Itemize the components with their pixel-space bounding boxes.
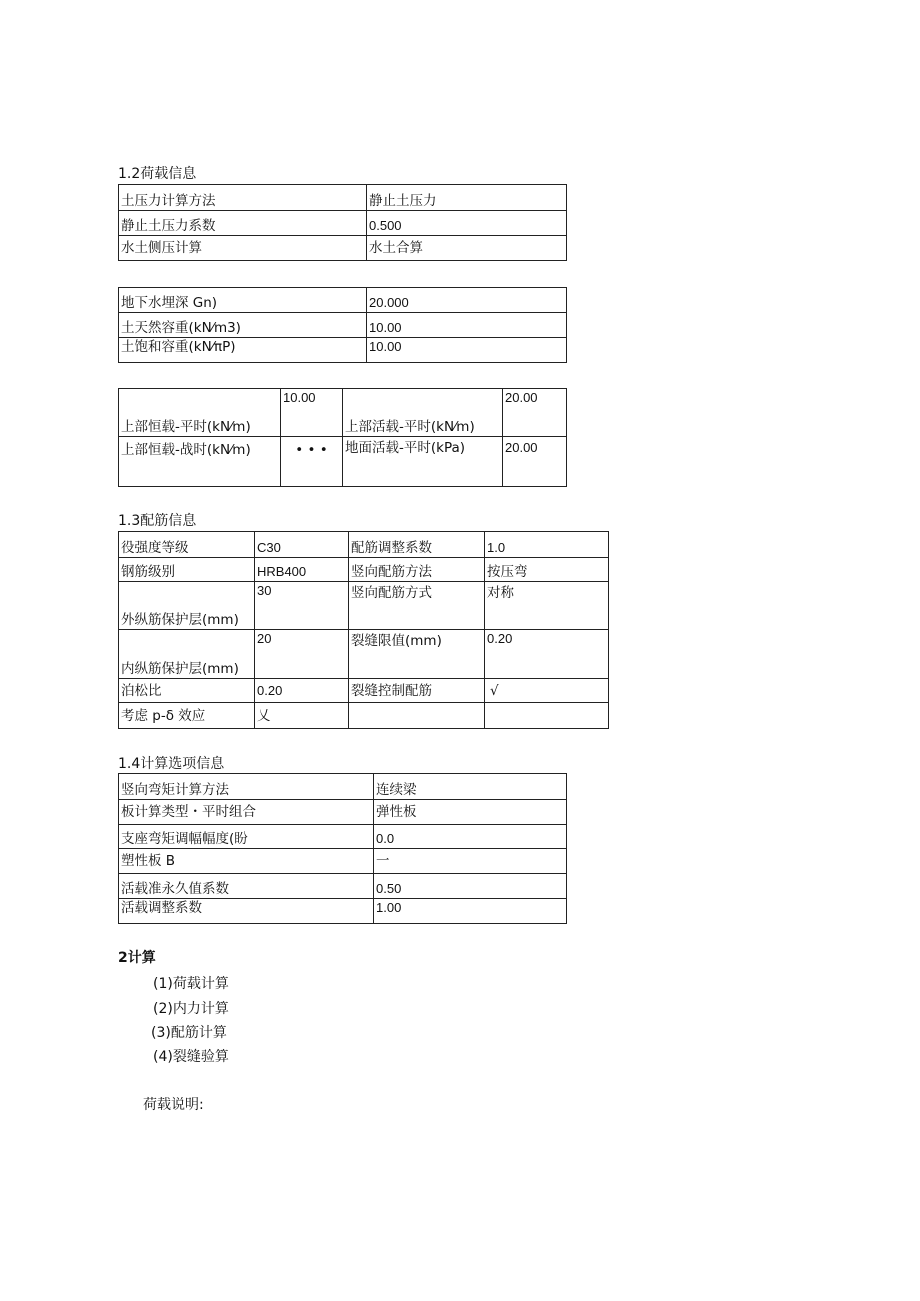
cell-label: 役强度等级 [119,532,255,558]
cell-label: 上部活载-平时(kN⁄m) [343,389,503,437]
cell-label: 土压力计算方法 [119,185,367,211]
cell-label: 塑性板 B [119,849,374,874]
section-title-calculation: 2计算 [118,950,156,966]
cell-label: 竖向配筋方法 [349,558,485,582]
cell-label: 土饱和容重(kN⁄πP) [119,338,367,363]
section-title-calc-options: 1.4计算选项信息 [118,756,225,772]
cell-label: 泊松比 [119,679,255,703]
cell-label: 外纵筋保护层(mm) [119,582,255,630]
cell-label: 裂缝限值(mm) [349,630,485,679]
cell-value: 0.500 [367,211,567,236]
cell-label: 地面活载-平时(kPa) [343,437,503,487]
cell-value: 连续梁 [374,774,567,800]
soil-pressure-table [118,184,567,261]
cell-value: 10.00 [367,313,567,338]
calc-options-table [118,773,567,924]
cell-label: 配筋调整系数 [349,532,485,558]
cell-label: 竖向弯矩计算方法 [119,774,374,800]
cell-value: 30 [255,582,349,630]
cell-label: 裂缝控制配筋 [349,679,485,703]
cell-value: 0.20 [255,679,349,703]
cell-empty [349,703,485,729]
cell-value: 乂 [255,703,349,729]
cell-label: 竖向配筋方式 [349,582,485,630]
groundwater-table [118,287,567,363]
load-note: 荷载说明: [143,1097,204,1113]
cell-label: 板计算类型・平时组合 [119,800,374,825]
cell-value: 0.20 [485,630,609,679]
list-item: (3)配筋计算 [151,1025,227,1041]
section-title-load-info: 1.2荷载信息 [118,166,197,182]
cell-value: 20.00 [503,437,567,487]
cell-value: • • • [281,437,343,487]
cell-value: 0.0 [374,825,567,849]
cell-label: 考虑 p-δ 效应 [119,703,255,729]
cell-label: 内纵筋保护层(mm) [119,630,255,679]
cell-value: 静止土压力 [367,185,567,211]
list-item: (2)内力计算 [153,1001,229,1017]
cell-value: 20.00 [503,389,567,437]
cell-label: 上部恒载-平时(kN⁄m) [119,389,281,437]
reinforcement-table [118,531,609,729]
section-title-reinforcement-info: 1.3配筋信息 [118,513,197,529]
cell-value: 对称 [485,582,609,630]
cell-value: 按压弯 [485,558,609,582]
upper-load-table [118,388,567,487]
cell-value: C30 [255,532,349,558]
cell-label: 静止土压力系数 [119,211,367,236]
list-item: (1)荷载计算 [153,976,229,992]
cell-label: 地下水埋深 Gn) [119,288,367,313]
cell-value: 一 [374,849,567,874]
list-item: (4)裂缝验算 [153,1049,229,1065]
cell-value: √ [485,679,609,703]
cell-label: 活载调整系数 [119,899,374,924]
cell-value: 1.00 [374,899,567,924]
cell-value: 20 [255,630,349,679]
cell-label: 水土侧压计算 [119,236,367,261]
cell-empty [485,703,609,729]
cell-value: 弹性板 [374,800,567,825]
cell-value: 1.0 [485,532,609,558]
cell-value: 水土合算 [367,236,567,261]
cell-value: 0.50 [374,874,567,899]
cell-value: HRB400 [255,558,349,582]
cell-value: 10.00 [367,338,567,363]
cell-value: 10.00 [281,389,343,437]
cell-label: 活载准永久值系数 [119,874,374,899]
cell-label: 钢筋级别 [119,558,255,582]
cell-value: 20.000 [367,288,567,313]
cell-label: 支座弯矩调幅幅度(盼 [119,825,374,849]
cell-label: 土天然容重(kN⁄m3) [119,313,367,338]
cell-label: 上部恒载-战时(kN⁄m) [119,437,281,487]
